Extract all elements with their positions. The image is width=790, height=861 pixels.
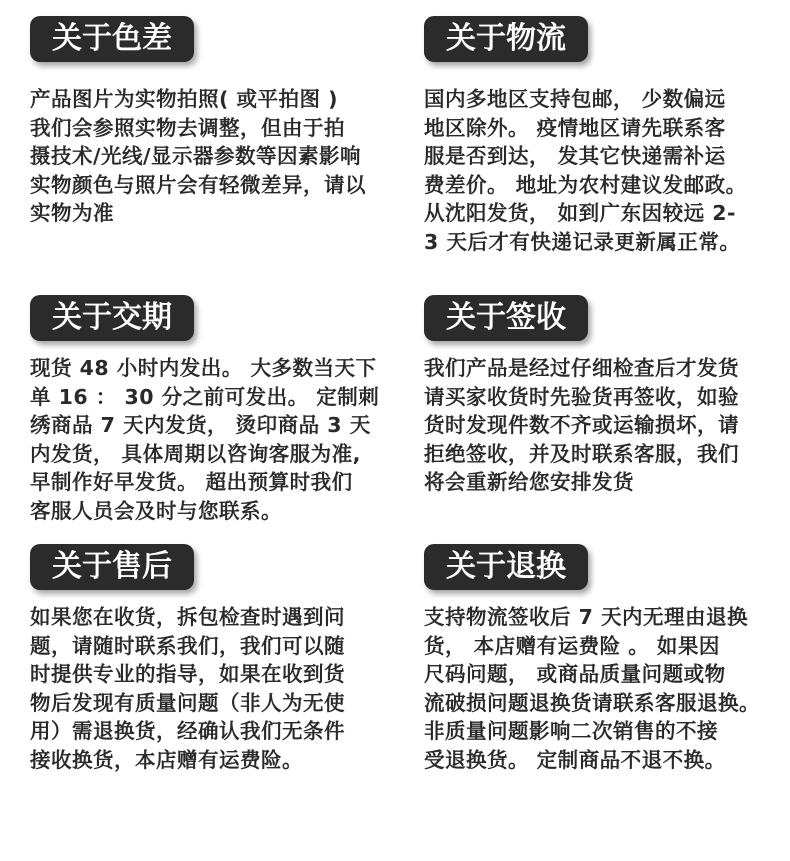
section-text-color-difference: 产品图片为实物拍照( 或平拍图 ) 我们会参照实物去调整，但由于拍 摄技术/光线/显示器参数等因素影响 实物颜色与照片会有轻微差异，请以 实物为准 (30, 87, 366, 226)
section-title-logistics: 关于物流 (424, 16, 588, 62)
section-text-returns: 支持物流签收后 7 天内无理由退换 货， 本店赠有运费险 。 如果因 尺码问题， 或商品质量问题或物 流破损问题退换货请联系客服退换。 非质量问题影响二次销售的不接 受退换货。 定制商品不退不换。 (424, 605, 760, 772)
section-text-receipt: 我们产品是经过仔细检查后才发货 请买家收货时先验货再签收，如验 货时发现件数不齐或运输损坏，请 拒绝签收，并及时联系客服，我们 将会重新给您安排发货 (424, 356, 739, 495)
section-title-delivery-time: 关于交期 (30, 295, 194, 341)
section-title-receipt: 关于签收 (424, 295, 588, 341)
section-title-after-sales: 关于售后 (30, 544, 194, 590)
section-title-color-difference: 关于色差 (30, 16, 194, 62)
section-text-delivery-time: 现货 48 小时内发出。 大多数当天下 单 16 ： 30 分之前可发出。 定制刺 绣商品 7 天内发货， 烫印商品 3 天 内发货， 具体周期以咨询客服为准, 早制作好早发货。 超出预算时我们 客服人员会及时与您联系。 (30, 356, 380, 523)
section-text-logistics: 国内多地区支持包邮， 少数偏远 地区除外。 疫情地区请先联系客 服是否到达， 发其它快递需补运 费差价。 地址为农村建议发邮政。 从沈阳发货， 如到广东因较远 2- 3 天后才有快递记录更新属正常。 (424, 87, 747, 254)
section-text-after-sales: 如果您在收货，拆包检查时遇到问 题，请随时联系我们，我们可以随 时提供专业的指导，如果在收到货 物后发现有质量问题（非人为无使 用）需退换货，经确认我们无条件 接收换货，本店赠有运费险。 (30, 605, 345, 772)
section-title-returns: 关于退换 (424, 544, 588, 590)
